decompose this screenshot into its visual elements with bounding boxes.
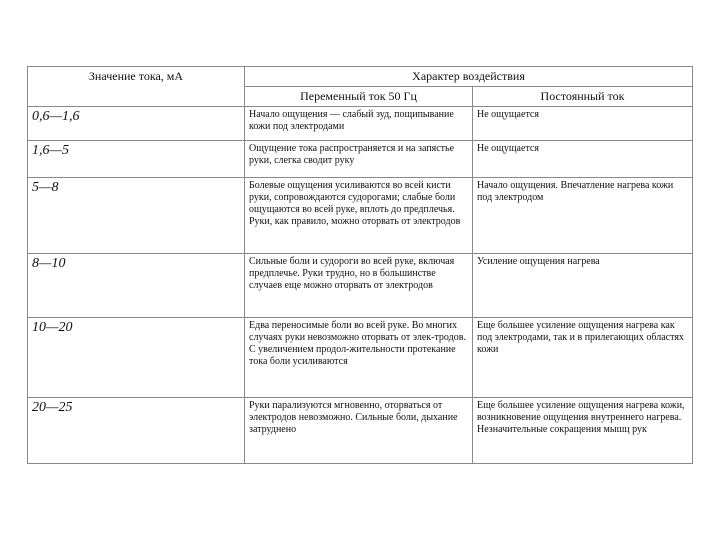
header-ac: Переменный ток 50 Гц [245, 87, 473, 107]
cell-current: 20—25 [28, 398, 245, 464]
cell-ac-effect: Начало ощущения — слабый зуд, пощипывание кожи под электродами [245, 107, 473, 141]
cell-ac-effect: Болевые ощущения усиливаются во всей кисти руки, сопровождаются судорогами; слабые боли ощущаются во всей руке, вплоть до предплечья. Руки, как правило, можно оторвать от электродов [245, 178, 473, 254]
table-row [28, 254, 693, 318]
table-row [28, 107, 693, 141]
table-row [28, 318, 693, 398]
cell-current: 0,6—1,6 [28, 107, 245, 141]
cell-dc-effect: Усиление ощущения нагрева [473, 254, 693, 318]
cell-dc-effect: Еще большее усиление ощущения нагрева как под электродами, так и в прилегающих областях кожи [473, 318, 693, 398]
cell-current: 5—8 [28, 178, 245, 254]
cell-ac-effect: Едва переносимые боли во всей руке. Во многих случаях руки невозможно оторвать от элек-тродов. С увеличением продол-жительности протекание тока боли усиливаются [245, 318, 473, 398]
cell-dc-effect: Не ощущается [473, 107, 693, 141]
table-row [28, 141, 693, 178]
cell-ac-effect: Руки парализуются мгновенно, оторваться от электродов невозможно. Сильные боли, дыхание затруднено [245, 398, 473, 464]
current-effects-table [27, 66, 693, 464]
cell-dc-effect: Начало ощущения. Впечатление нагрева кожи под электродом [473, 178, 693, 254]
header-dc: Постоянный ток [473, 87, 693, 107]
cell-current: 10—20 [28, 318, 245, 398]
cell-dc-effect: Не ощущается [473, 141, 693, 178]
header-row-top [28, 67, 693, 87]
table-row [28, 178, 693, 254]
cell-ac-effect: Ощущение тока распространяется и на запястье руки, слегка сводит руку [245, 141, 473, 178]
header-effect-character: Характер воздействия [245, 67, 693, 87]
cell-current: 8—10 [28, 254, 245, 318]
cell-current: 1,6—5 [28, 141, 245, 178]
header-current-value: Значение тока, мА [28, 67, 245, 107]
cell-dc-effect: Еще большее усиление ощущения нагрева кожи, возникновение ощущения внутреннего нагрева. Незначительные сокращения мышц рук [473, 398, 693, 464]
table-row [28, 398, 693, 464]
cell-ac-effect: Сильные боли и судороги во всей руке, включая предплечье. Руки трудно, но в большинстве случаев еще можно оторвать от электродов [245, 254, 473, 318]
